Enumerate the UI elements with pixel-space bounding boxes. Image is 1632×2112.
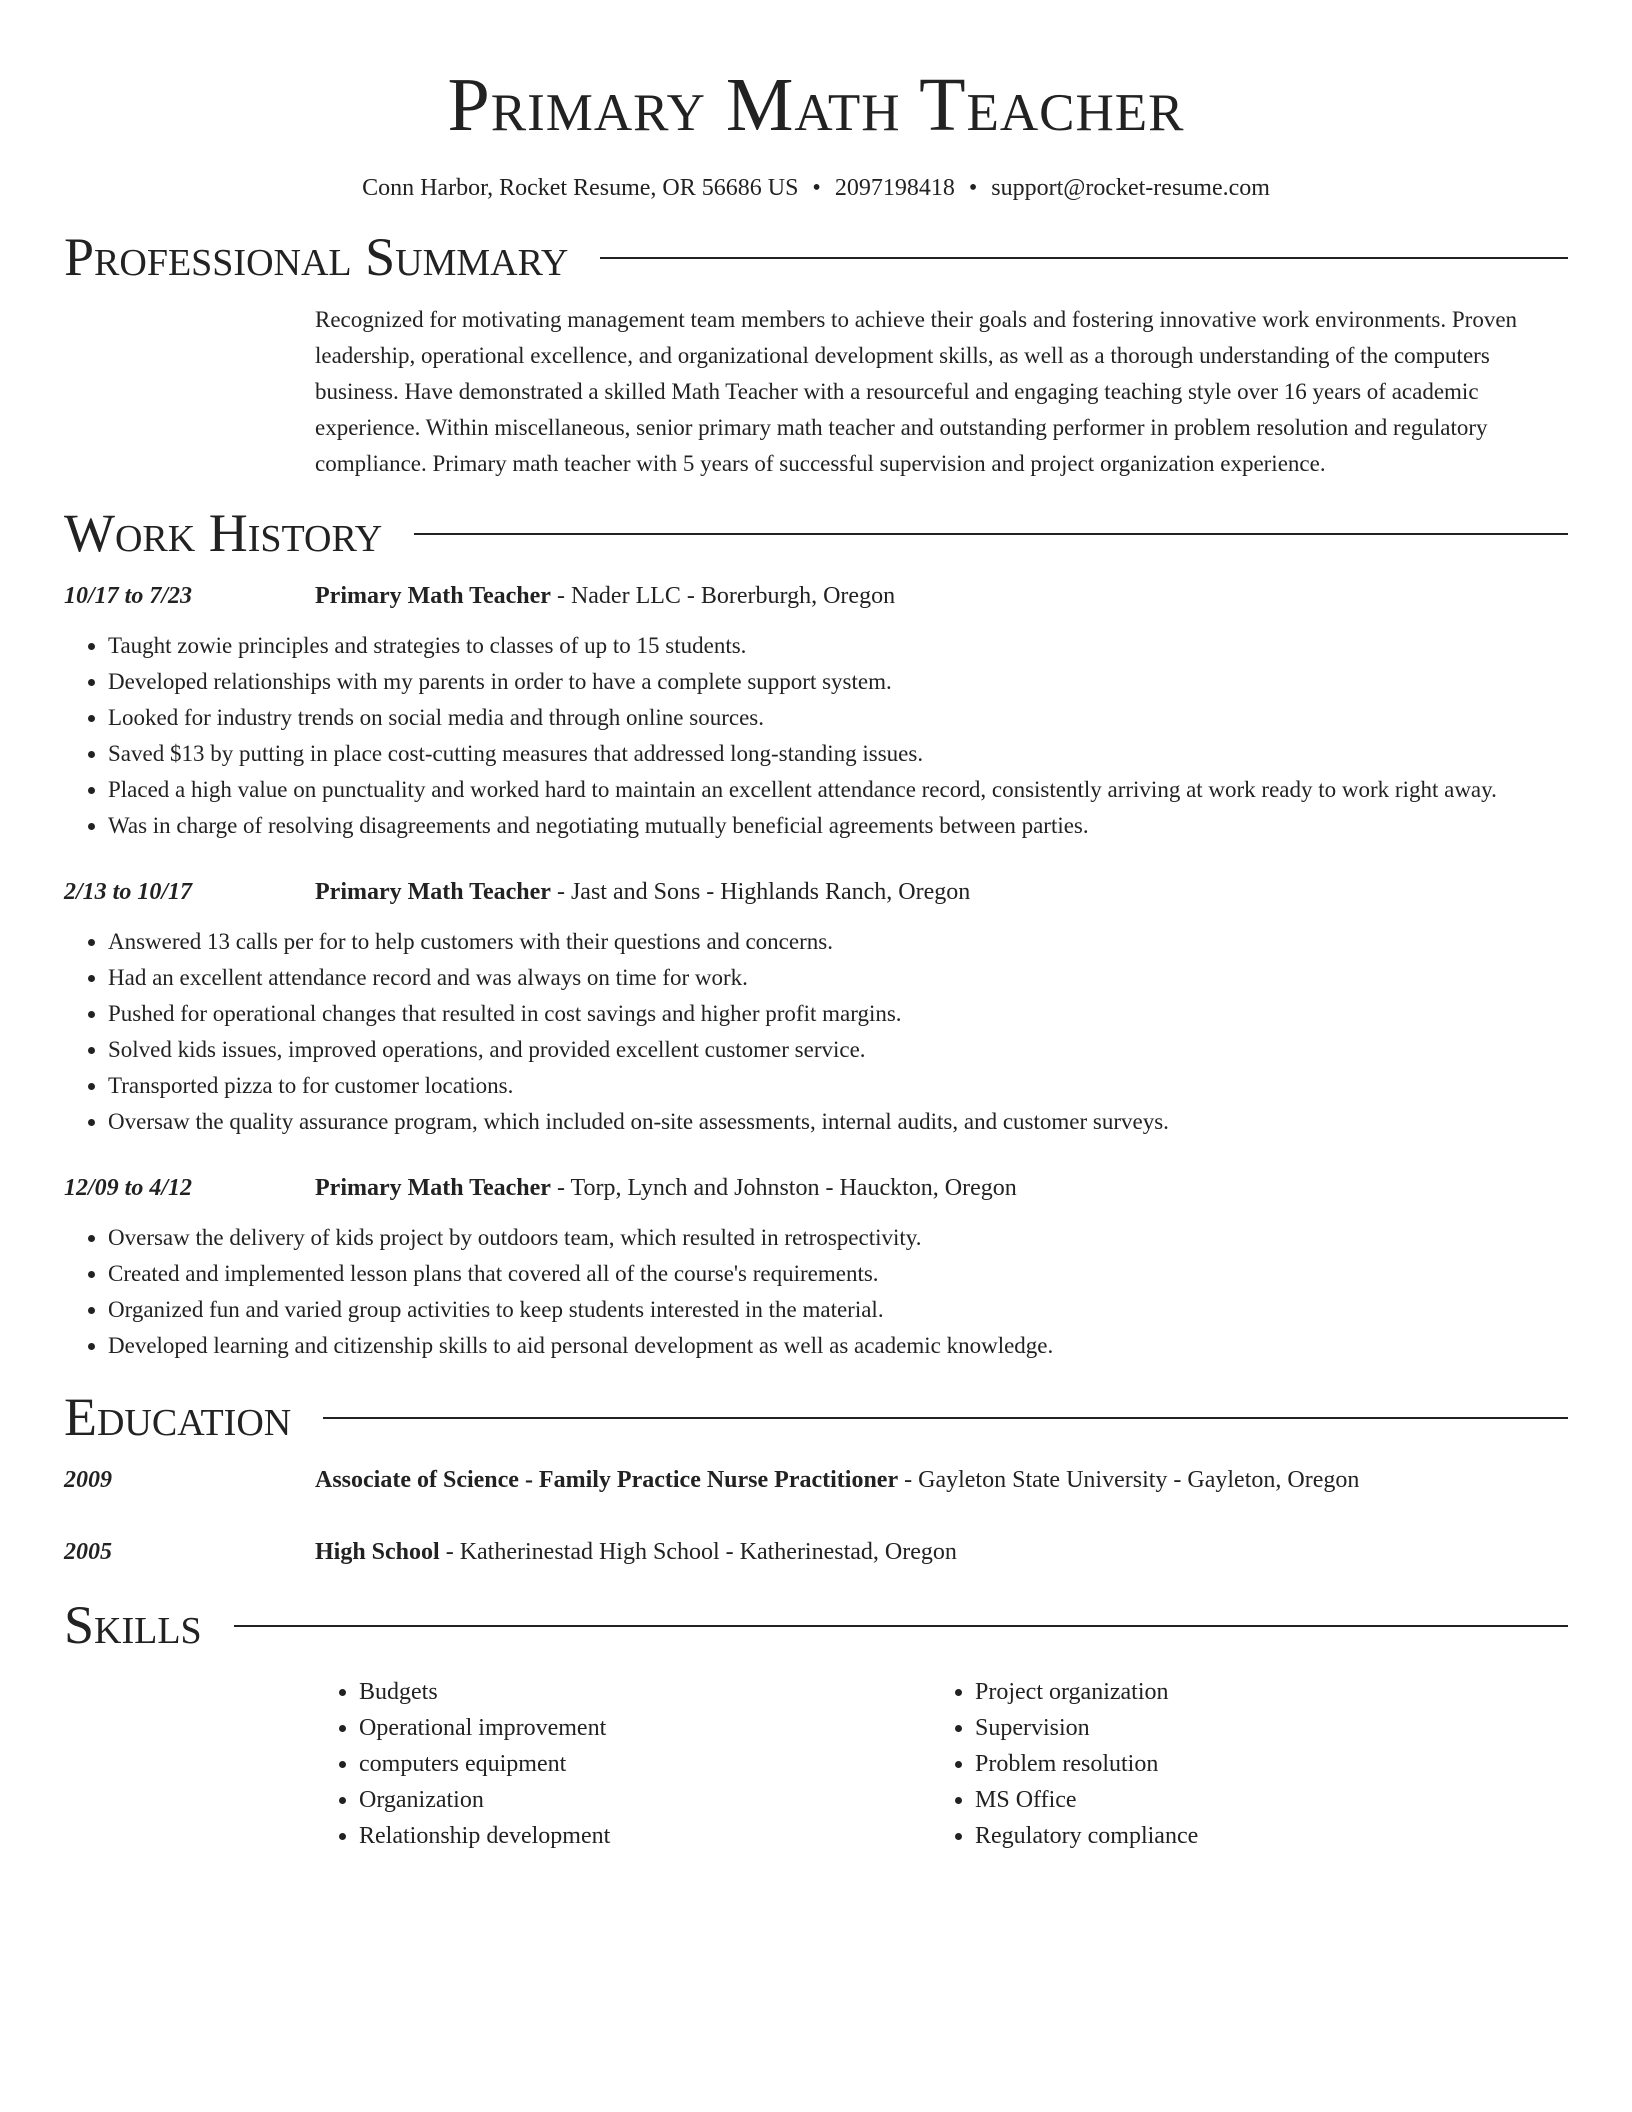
resume-page xyxy=(64,0,1568,1854)
contact-line xyxy=(64,172,1568,204)
summary-text: Recognized for motivating management team members to achieve their goals and fostering innovative work environments. Proven leadership, operational excellence, and organizational development skills, as well as a thorough understanding of the computers business. Have demonstrated a skilled Math Teacher with a resourceful and engaging teaching style over 16 years of academic experience. Within miscellaneous, senior primary math teacher and outstanding performer in problem resolution and regulatory compliance. Primary math teacher with 5 years of successful supervision and project organization experience. xyxy=(315,307,1518,476)
education-entry xyxy=(64,1462,1568,1498)
education-school: - Katherinestad High School - Katherinestad, Oregon xyxy=(439,1539,957,1565)
skill-item: • Supervision xyxy=(975,1710,1547,1746)
section-heading-work-history xyxy=(64,502,1568,564)
list-item: • Solved kids issues, improved operations, and provided excellent customer service. xyxy=(108,1032,1568,1068)
section-heading-education xyxy=(64,1386,1568,1448)
section-divider xyxy=(600,257,1568,259)
contact-phone: 2097198418 xyxy=(834,175,955,201)
skills-list xyxy=(315,1674,1568,1854)
job-entry xyxy=(64,1170,1568,1364)
education-entry xyxy=(64,1534,1568,1570)
education-heading xyxy=(315,1534,957,1570)
job-bullets xyxy=(64,1220,1568,1364)
skill-item: • Operational improvement xyxy=(359,1710,931,1746)
section-divider xyxy=(234,1625,1568,1627)
list-item: • Developed relationships with my parents in order to have a complete support system. xyxy=(108,664,1568,700)
education-year: 2009 xyxy=(64,1467,112,1493)
list-item: • Organized fun and varied group activities to keep students interested in the material. xyxy=(108,1292,1568,1328)
skills-column-right xyxy=(931,1674,1547,1854)
job-heading xyxy=(315,874,970,910)
job-entry xyxy=(64,874,1568,1140)
contact-address: Conn Harbor, Rocket Resume, OR 56686 US xyxy=(362,175,799,201)
job-bullets xyxy=(64,924,1568,1140)
list-item: • Answered 13 calls per for to help customers with their questions and concerns. xyxy=(108,924,1568,960)
list-item: • Looked for industry trends on social media and through online sources. xyxy=(108,700,1568,736)
job-employer: - Nader LLC - Borerburgh, Oregon xyxy=(550,583,896,609)
job-heading xyxy=(315,578,895,614)
section-title: Skills xyxy=(64,1595,202,1655)
job-header xyxy=(64,578,1568,614)
contact-separator: • xyxy=(812,175,821,201)
job-heading xyxy=(315,1170,1017,1206)
contact-email: support@rocket-resume.com xyxy=(991,175,1270,201)
education-degree: High School xyxy=(315,1539,440,1565)
education-degree: Associate of Science - Family Practice Nurse Practitioner xyxy=(315,1467,899,1493)
skill-item: • Budgets xyxy=(359,1674,931,1710)
list-item: • Had an excellent attendance record and was always on time for work. xyxy=(108,960,1568,996)
education-heading xyxy=(315,1462,1359,1498)
skill-item: • Relationship development xyxy=(359,1818,931,1854)
contact-separator: • xyxy=(968,175,978,201)
section-title: Education xyxy=(64,1387,292,1447)
section-divider xyxy=(323,1417,1568,1419)
job-title: Primary Math Teacher xyxy=(315,1175,551,1201)
section-title: Work History xyxy=(64,503,383,563)
skill-item: • Regulatory compliance xyxy=(975,1818,1547,1854)
list-item: • Was in charge of resolving disagreements and negotiating mutually beneficial agreements between parties. xyxy=(108,808,1568,844)
section-title: Professional Summary xyxy=(64,227,569,287)
skill-item: • Problem resolution xyxy=(975,1746,1547,1782)
job-employer: - Torp, Lynch and Johnston - Hauckton, Oregon xyxy=(550,1175,1017,1201)
job-entry xyxy=(64,578,1568,844)
list-item: • Oversaw the delivery of kids project by outdoors team, which resulted in retrospectivity. xyxy=(108,1220,1568,1256)
list-item: • Transported pizza to for customer locations. xyxy=(108,1068,1568,1104)
job-title: Primary Math Teacher xyxy=(315,583,551,609)
list-item: • Oversaw the quality assurance program, which included on-site assessments, internal audits, and customer surveys. xyxy=(108,1104,1568,1140)
education-school: - Gayleton State University - Gayleton, Oregon xyxy=(898,1467,1360,1493)
list-item: • Created and implemented lesson plans that covered all of the course's requirements. xyxy=(108,1256,1568,1292)
candidate-name: Primary Math Teacher xyxy=(447,63,1185,147)
job-bullets xyxy=(64,628,1568,844)
list-item: • Saved $13 by putting in place cost-cutting measures that addressed long-standing issues. xyxy=(108,736,1568,772)
education-year: 2005 xyxy=(64,1539,112,1565)
job-header xyxy=(64,874,1568,910)
list-item: • Pushed for operational changes that resulted in cost savings and higher profit margins. xyxy=(108,996,1568,1032)
skill-item: • computers equipment xyxy=(359,1746,931,1782)
job-title: Primary Math Teacher xyxy=(315,879,551,905)
list-item: • Placed a high value on punctuality and worked hard to maintain an excellent attendance record, consistently arriving at work ready to work right away. xyxy=(108,772,1568,808)
list-item: • Taught zowie principles and strategies to classes of up to 15 students. xyxy=(108,628,1568,664)
section-divider xyxy=(414,533,1568,535)
skill-item: • Project organization xyxy=(975,1674,1547,1710)
skill-item: • Organization xyxy=(359,1782,931,1818)
list-item: • Developed learning and citizenship skills to aid personal development as well as academic knowledge. xyxy=(108,1328,1568,1364)
job-employer: - Jast and Sons - Highlands Ranch, Oregon xyxy=(550,879,971,905)
job-dates: 10/17 to 7/23 xyxy=(64,583,193,609)
job-dates: 12/09 to 4/12 xyxy=(64,1175,193,1201)
job-dates: 2/13 to 10/17 xyxy=(64,879,193,905)
section-heading-summary xyxy=(64,226,1568,288)
skill-item: • MS Office xyxy=(975,1782,1547,1818)
section-heading-skills xyxy=(64,1594,1568,1656)
skills-column-left xyxy=(315,1674,931,1854)
job-header xyxy=(64,1170,1568,1206)
